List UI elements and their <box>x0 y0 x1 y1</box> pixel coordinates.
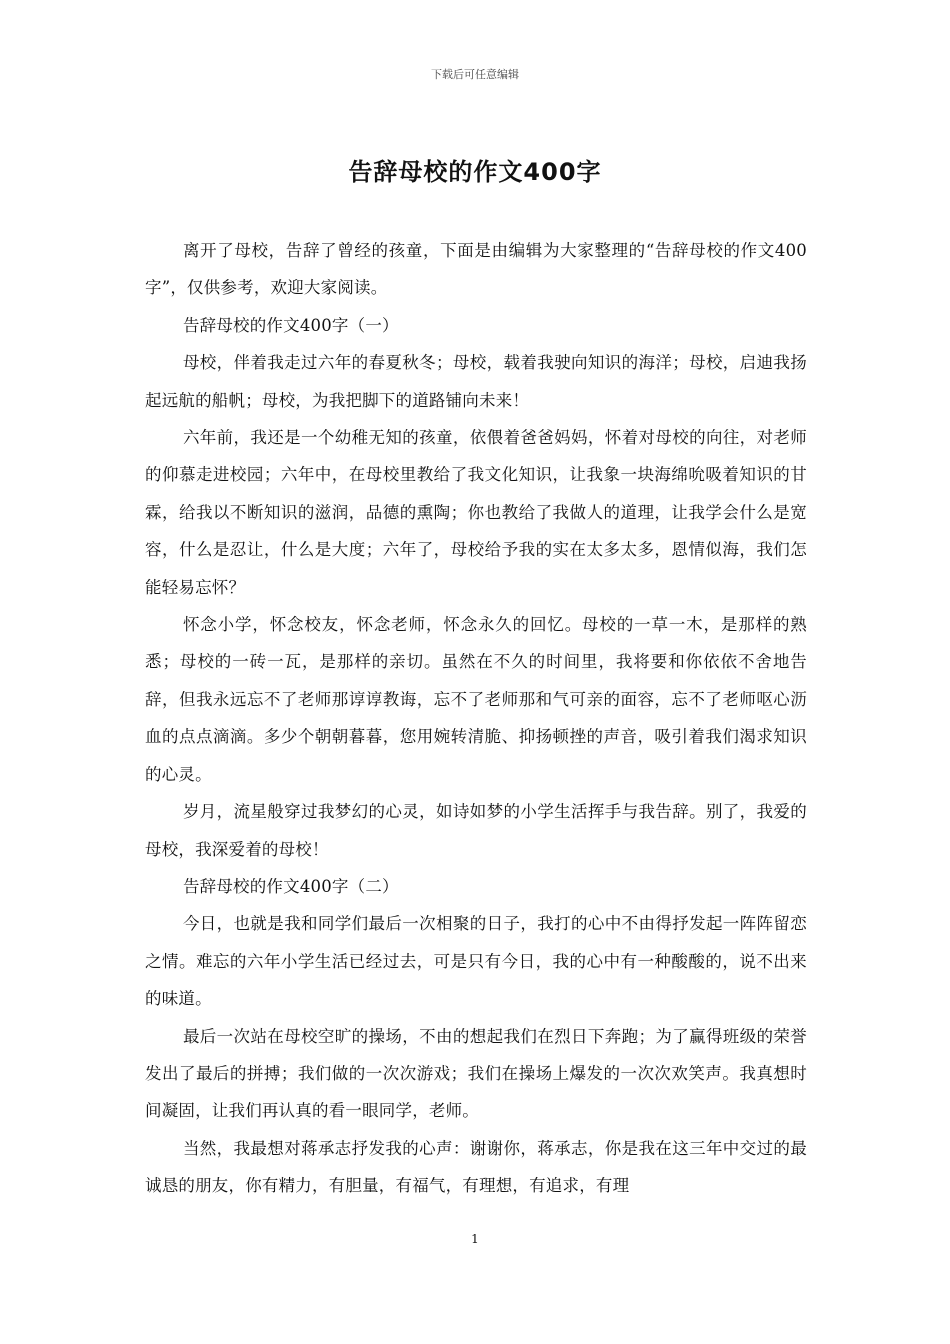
section-heading-one: 告辞母校的作文400字（一） <box>182 315 399 335</box>
intro-paragraph: 离开了母校，告辞了曾经的孩童，下面是由编辑为大家整理的“告辞母校的作文400字”，仅供参考，欢迎大家阅读。 <box>145 241 807 298</box>
body-paragraph: 最后一次站在母校空旷的操场，不由的想起我们在烈日下奔跑；为了赢得班级的荣誉发出了最后的拼搏；我们做的一次次游戏；我们在操场上爆发的一次次欢笑声。我真想时间凝固，让我们再认真的看一眼同学，老师。 <box>145 1026 807 1121</box>
page-number: 1 <box>471 1232 479 1246</box>
body-paragraph: 今日，也就是我和同学们最后一次相聚的日子，我打的心中不由得抒发起一阵阵留恋之情。难忘的六年小学生活已经过去，可是只有今日，我的心中有一种酸酸的，说不出来的味道。 <box>145 914 807 1009</box>
body-paragraph: 当然，我最想对蒋承志抒发我的心声：谢谢你，蒋承志，你是我在这三年中交过的最诚恳的朋友，你有精力，有胆量，有福气，有理想，有追求，有理 <box>145 1138 807 1196</box>
document-title: 告辞母校的作文400字 <box>348 158 602 186</box>
body-paragraph: 岁月，流星般穿过我梦幻的心灵，如诗如梦的小学生活挥手与我告辞。别了，我爱的母校，我深爱着的母校！ <box>145 802 807 859</box>
page-header-note: 下载后可任意编辑 <box>431 68 519 81</box>
document-body <box>145 232 807 1205</box>
section-heading-two: 告辞母校的作文400字（二） <box>182 876 399 896</box>
body-paragraph: 怀念小学，怀念校友，怀念老师，怀念永久的回忆。母校的一草一木，是那样的熟悉；母校的一砖一瓦，是那样的亲切。虽然在不久的时间里，我将要和你依依不舍地告辞，但我永远忘不了老师那谆谆教诲，忘不了老师那和气可亲的面容，忘不了老师呕心沥血的点点滴滴。多少个朝朝暮暮，您用婉转清脆、抑扬顿挫的声音，吸引着我们渴求知识的心灵。 <box>145 615 807 784</box>
body-paragraph: 六年前，我还是一个幼稚无知的孩童，依偎着爸爸妈妈，怀着对母校的向往，对老师的仰慕走进校园；六年中，在母校里教给了我文化知识，让我象一块海绵吮吸着知识的甘霖，给我以不断知识的滋润，品德的熏陶；你也教给了我做人的道理，让我学会什么是宽容，什么是忍让，什么是大度；六年了，母校给予我的实在太多太多，恩情似海，我们怎能轻易忘怀？ <box>145 428 807 597</box>
body-paragraph: 母校，伴着我走过六年的春夏秋冬；母校，载着我驶向知识的海洋；母校，启迪我扬起远航的船帆；母校，为我把脚下的道路铺向未来！ <box>145 353 807 410</box>
